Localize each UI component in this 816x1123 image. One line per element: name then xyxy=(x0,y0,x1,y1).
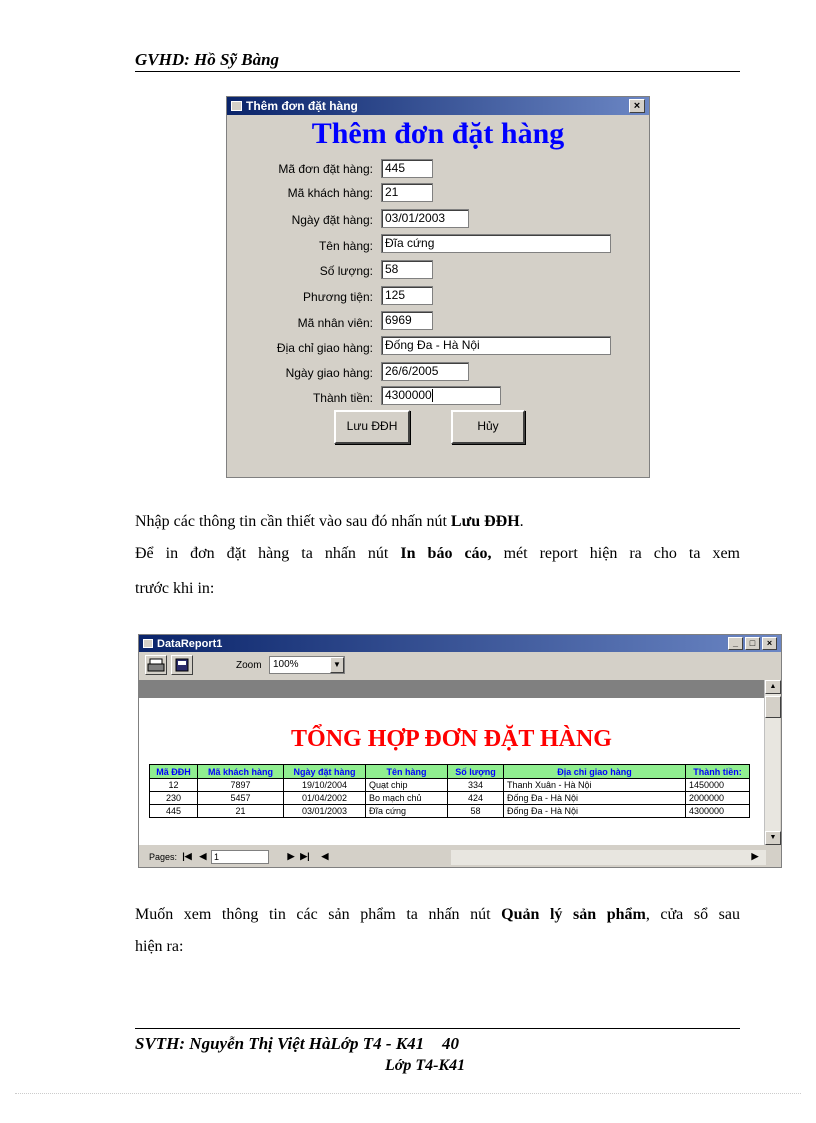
page-number-input[interactable] xyxy=(211,850,269,864)
prev-page-icon[interactable]: ◀ xyxy=(199,851,207,861)
report-status-bar xyxy=(139,845,781,867)
column-header: Địa chỉ giao hàng xyxy=(504,765,686,779)
total-amount-label: Thành tiền: xyxy=(312,391,373,405)
cell: Thanh Xuân - Hà Nội xyxy=(504,779,686,792)
report-toolbar xyxy=(139,653,781,677)
column-header: Mã ĐĐH xyxy=(150,765,198,779)
window-app-icon xyxy=(231,101,242,111)
column-header: Thành tiền: xyxy=(686,765,750,779)
cell: 7897 xyxy=(198,779,284,792)
footer-class: Lớp T4-K41 xyxy=(385,1057,466,1074)
header-rule xyxy=(135,71,740,72)
cell: 424 xyxy=(448,792,504,805)
vertical-scrollbar[interactable] xyxy=(764,680,780,845)
scroll-up-icon[interactable]: ▲ xyxy=(765,680,781,694)
table-row xyxy=(150,805,750,818)
total-amount-input[interactable] xyxy=(381,386,501,405)
column-header: Tên hàng xyxy=(366,765,448,779)
column-header: Số lượng xyxy=(448,765,504,779)
scroll-right-icon[interactable]: ▶ xyxy=(751,851,759,861)
pages-label: Pages: xyxy=(149,852,178,862)
page-bottom-dotted-line xyxy=(15,1093,801,1094)
export-icon[interactable] xyxy=(171,655,193,675)
last-page-icon[interactable]: ▶| xyxy=(300,851,310,861)
add-order-titlebar[interactable] xyxy=(227,97,649,115)
delivery-date-input[interactable]: 26/6/2005 xyxy=(381,362,469,381)
p1-bold: Lưu ĐĐH xyxy=(450,513,520,530)
data-report-title: DataReport1 xyxy=(157,637,223,650)
customer-id-label: Mã khách hàng: xyxy=(287,186,373,200)
report-close-icon[interactable]: × xyxy=(762,637,777,650)
cell: 12 xyxy=(150,779,198,792)
p3-rest1: , cửa sổ sau xyxy=(645,906,740,923)
report-header-row xyxy=(150,765,750,779)
table-row xyxy=(150,792,750,805)
cell: Bo mạch chủ xyxy=(366,792,448,805)
cell: Đĩa cứng xyxy=(366,805,448,818)
product-name-input[interactable]: Đĩa cứng xyxy=(381,234,611,253)
paragraph-products-line1 xyxy=(135,901,740,928)
data-report-titlebar[interactable] xyxy=(139,635,781,652)
order-date-input[interactable]: 03/01/2003 xyxy=(381,209,469,228)
minimize-icon[interactable]: _ xyxy=(728,637,743,650)
order-id-label: Mã đơn đặt hàng: xyxy=(278,162,373,176)
delivery-address-label: Địa chỉ giao hàng: xyxy=(276,341,373,355)
footer-rule xyxy=(135,1028,740,1029)
transport-label: Phương tiện: xyxy=(303,290,373,304)
report-paper xyxy=(139,698,764,845)
text-cursor xyxy=(432,389,433,402)
chevron-down-icon[interactable]: ▼ xyxy=(330,657,344,673)
scroll-left-icon[interactable]: ◀ xyxy=(321,851,329,861)
order-id-input[interactable]: 445 xyxy=(381,159,433,178)
scroll-down-icon[interactable]: ▼ xyxy=(765,831,781,845)
close-icon[interactable]: × xyxy=(629,99,645,113)
employee-id-input[interactable]: 6969 xyxy=(381,311,433,330)
table-row xyxy=(150,779,750,792)
cell: 230 xyxy=(150,792,198,805)
cell: 01/04/2002 xyxy=(284,792,366,805)
column-header: Mã khách hàng xyxy=(198,765,284,779)
form-heading: Thêm đơn đặt hàng xyxy=(311,117,565,150)
report-app-icon xyxy=(143,639,153,648)
quantity-label: Số lượng: xyxy=(319,264,373,278)
employee-id-label: Mã nhân viên: xyxy=(297,316,373,330)
first-page-icon[interactable]: |◀ xyxy=(182,851,192,861)
zoom-select[interactable] xyxy=(269,656,345,674)
cell: Đống Đa - Hà Nội xyxy=(504,792,686,805)
p3-text: Muốn xem thông tin các sản phẩm ta nhấn nút xyxy=(135,906,502,923)
cell: 2000000 xyxy=(686,792,750,805)
cell: Quạt chip xyxy=(366,779,448,792)
maximize-icon[interactable]: □ xyxy=(745,637,760,650)
delivery-date-label: Ngày giao hàng: xyxy=(285,366,373,380)
next-page-icon[interactable]: ▶ xyxy=(287,851,295,861)
add-order-window xyxy=(226,96,650,478)
print-icon[interactable] xyxy=(145,655,167,675)
cell: Đống Đa - Hà Nội xyxy=(504,805,686,818)
p2-rest1: mét report hiện ra cho ta xem xyxy=(491,545,741,562)
column-header: Ngày đặt hàng xyxy=(284,765,366,779)
p3-bold: Quản lý sản phẩm xyxy=(501,906,646,923)
report-table xyxy=(149,764,750,818)
paragraph-save-instruction xyxy=(135,508,740,535)
p1-end: . xyxy=(519,513,524,530)
report-gray-strip xyxy=(139,680,764,698)
report-title: TỔNG HỢP ĐƠN ĐẶT HÀNG xyxy=(291,726,612,752)
page-header-advisor: GVHD: Hồ Sỹ Bàng xyxy=(135,50,280,69)
zoom-value: 100% xyxy=(273,659,299,670)
cell: 5457 xyxy=(198,792,284,805)
customer-id-input[interactable]: 21 xyxy=(381,183,433,202)
horizontal-scrollbar[interactable] xyxy=(451,850,766,865)
page-number: 40 xyxy=(442,1034,459,1053)
p2-bold: In báo cáo, xyxy=(400,545,492,562)
quantity-input[interactable]: 58 xyxy=(381,260,433,279)
total-amount-value: 4300000 xyxy=(385,388,432,402)
zoom-label: Zoom xyxy=(236,660,262,671)
save-order-button[interactable]: Lưu ĐĐH xyxy=(334,410,410,444)
transport-input[interactable]: 125 xyxy=(381,286,433,305)
order-date-label: Ngày đặt hàng: xyxy=(291,213,373,227)
product-name-label: Tên hàng: xyxy=(318,239,373,253)
paragraph-print-line2: trước khi in: xyxy=(135,580,215,597)
add-order-window-title: Thêm đơn đặt hàng xyxy=(246,99,358,113)
cell: 1450000 xyxy=(686,779,750,792)
paragraph-products-line2: hiện ra: xyxy=(135,938,184,955)
p1-text: Nhập các thông tin cần thiết vào sau đó nhấn nút xyxy=(135,513,451,530)
delivery-address-input[interactable]: Đống Đa - Hà Nội xyxy=(381,336,611,355)
data-report-window xyxy=(138,634,782,868)
footer-author: SVTH: Nguyễn Thị Việt HàLớp T4 - K41 xyxy=(135,1034,425,1053)
cell: 4300000 xyxy=(686,805,750,818)
cell: 445 xyxy=(150,805,198,818)
cell: 03/01/2003 xyxy=(284,805,366,818)
p2-text: Để in đơn đặt hàng ta nhấn nút xyxy=(135,545,401,562)
cell: 21 xyxy=(198,805,284,818)
scroll-thumb[interactable] xyxy=(765,696,781,718)
cancel-button[interactable]: Hủy xyxy=(451,410,525,444)
paragraph-print-line1 xyxy=(135,540,740,567)
cell: 58 xyxy=(448,805,504,818)
cell: 19/10/2004 xyxy=(284,779,366,792)
cell: 334 xyxy=(448,779,504,792)
page-number-value: 1 xyxy=(214,852,220,862)
